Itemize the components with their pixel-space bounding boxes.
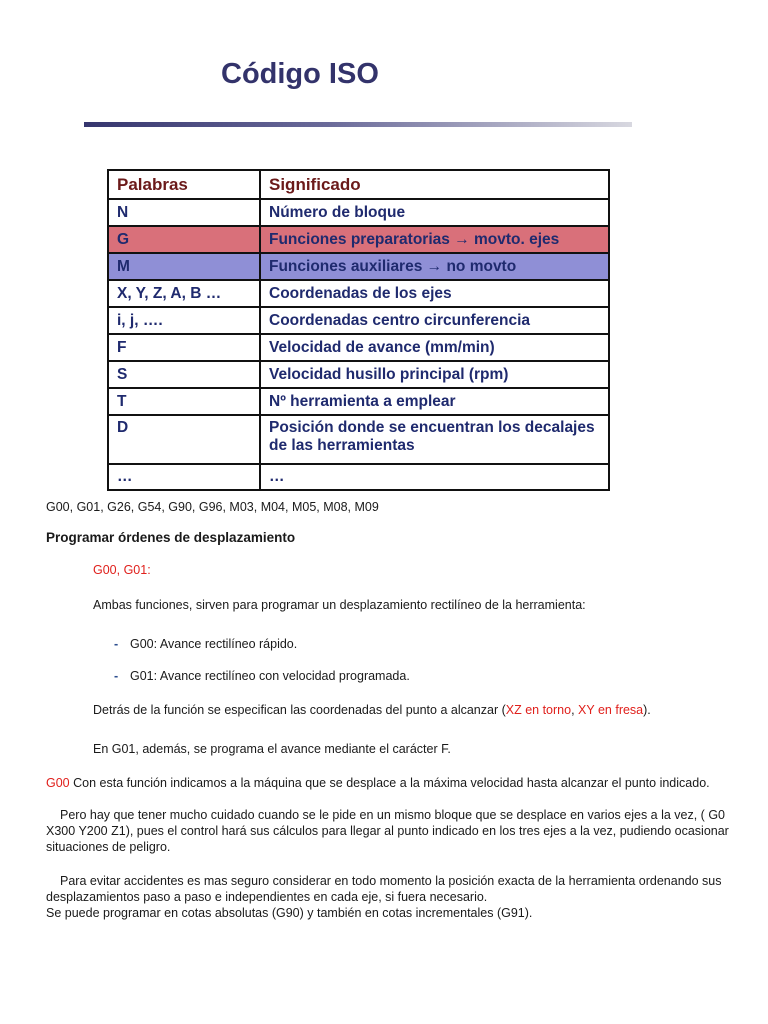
table-row [108,253,609,280]
intro-paragraph: Ambas funciones, sirven para programar un desplazamiento rectilíneo de la herramienta: [93,598,586,612]
careful-paragraph: Pero hay que tener mucho cuidado cuando se le pide en un mismo bloque que se desplace en varios ejes a la vez, ( G0 X300 Y200 Z1), pues el control hará sus cálculos para llegar al punto indicado en los tres ejes a la vez, pudiendo ocasionar situaciones de peligro. [46,808,729,854]
meaning-cell: … [260,464,609,490]
table-row [108,334,609,361]
meaning-cell: Coordenadas centro circunferencia [260,307,609,334]
table-row [108,415,609,464]
coordinates-mode-paragraph: Se puede programar en cotas absolutas (G90) y también en cotas incrementales (G91). [46,906,533,920]
bullet-text: G00: Avance rectilíneo rápido. [130,637,298,651]
g00-code: G00 [46,776,70,790]
word-cell: D [108,415,260,464]
header-significado: Significado [260,170,609,199]
bullet-dash: - [114,669,119,683]
table-row [108,361,609,388]
g01-paragraph: En G01, además, se programa el avance mediante el carácter F. [93,742,451,756]
g00-text: Con esta función indicamos a la máquina que se desplace a la máxima velocidad hasta alcanzar el punto indicado. [69,776,710,790]
page-title: Código ISO [221,58,379,90]
meaning-cell: Funciones preparatorias → movto. ejes [260,226,609,253]
iso-codes-table [107,169,610,491]
table-row [108,280,609,307]
codes-line: G00, G01, G26, G54, G90, G96, M03, M04, M05, M08, M09 [46,500,379,514]
xz-lathe-text: XZ en torno [505,703,572,717]
table-row [108,464,609,490]
coords-text: Detrás de la función se especifican las coordenadas del punto a alcanzar ( [93,703,506,717]
table-row [108,388,609,415]
g00-paragraph [46,775,746,791]
subheading-g00-g01: G00, G01: [93,563,151,577]
table-row [108,199,609,226]
meaning-cell: Funciones auxiliares → no movto [260,253,609,280]
word-cell: i, j, …. [108,307,260,334]
word-cell: G [108,226,260,253]
coords-paragraph [93,702,651,718]
word-cell: M [108,253,260,280]
word-cell: S [108,361,260,388]
table-row [108,226,609,253]
coords-close: ). [643,703,651,717]
bullet-text: G01: Avance rectilíneo con velocidad programada. [130,669,410,683]
table-row [108,307,609,334]
avoid-paragraph: Para evitar accidentes es mas seguro considerar en todo momento la posición exacta de la herramienta ordenando sus desplazamientos paso a paso e independientes en cada eje, si fuera necesario. [46,874,722,904]
header-palabras: Palabras [108,170,260,199]
meaning-cell: Coordenadas de los ejes [260,280,609,307]
meaning-cell: Posición donde se encuentran los decalajes de las herramientas [260,415,609,464]
word-cell: X, Y, Z, A, B … [108,280,260,307]
word-cell: F [108,334,260,361]
bullet-g01 [114,668,410,684]
bullet-g00 [114,636,297,652]
meaning-cell: Velocidad husillo principal (rpm) [260,361,609,388]
title-underline [84,122,632,127]
meaning-cell: Velocidad de avance (mm/min) [260,334,609,361]
bullet-dash: - [114,637,119,651]
section-heading: Programar órdenes de desplazamiento [46,530,296,545]
table-header-row [108,170,609,199]
meaning-cell: Nº herramienta a emplear [260,388,609,415]
word-cell: N [108,199,260,226]
coords-comma: , [571,703,579,717]
word-cell: … [108,464,260,490]
xy-mill-text: XY en fresa [578,703,644,717]
meaning-cell: Número de bloque [260,199,609,226]
word-cell: T [108,388,260,415]
